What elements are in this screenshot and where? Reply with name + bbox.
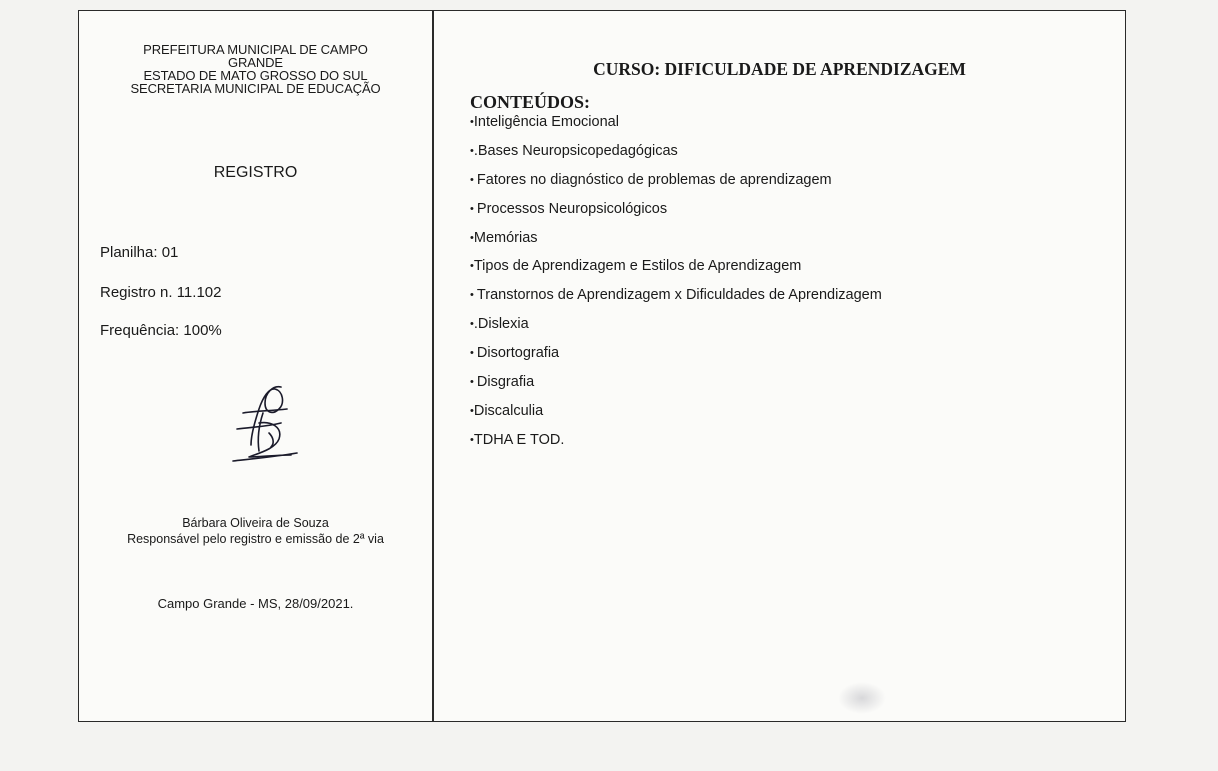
institution-header <box>93 43 418 95</box>
list-item <box>470 199 882 228</box>
header-line: ESTADO DE MATO GROSSO DO SUL <box>143 68 368 83</box>
signer-name: Bárbara Oliveira de Souza <box>182 516 329 530</box>
course-title: CURSO: DIFICULDADE DE APRENDIZAGEM <box>593 59 966 79</box>
header-line: GRANDE <box>227 55 284 70</box>
list-item-text: Fatores no diagnóstico de problemas de aprendizagem <box>476 171 832 188</box>
list-item-text: Processos Neuropsicológicos <box>476 200 668 217</box>
contents-list <box>470 112 882 459</box>
list-item <box>470 112 882 141</box>
list-item <box>470 314 882 343</box>
planilha-field: Planilha: 01 <box>100 244 179 261</box>
list-item-text: Discalculia <box>473 402 544 419</box>
list-item-text: .Dislexia <box>473 316 529 333</box>
list-item <box>470 285 882 314</box>
list-item-text: Transtornos de Aprendizagem x Dificuldades de Aprendizagem <box>476 287 882 304</box>
bullet-icon: • <box>470 202 477 215</box>
registro-number-field: Registro n. 11.102 <box>100 284 222 301</box>
list-item <box>470 372 882 401</box>
bullet-icon: • <box>470 433 474 446</box>
list-item <box>470 256 882 285</box>
contents-title: CONTEÚDOS: <box>470 92 591 112</box>
list-item <box>470 170 882 199</box>
header-line: SECRETARIA MUNICIPAL DE EDUCAÇÃO <box>130 81 381 96</box>
list-item-text: Disgrafia <box>476 374 535 391</box>
right-panel <box>434 11 1125 721</box>
ink-smudge <box>838 682 886 714</box>
list-item <box>470 141 882 170</box>
list-item-text: .Bases Neuropsicopedagógicas <box>473 142 678 159</box>
header-line: PREFEITURA MUNICIPAL DE CAMPO <box>143 42 368 57</box>
list-item <box>470 401 882 430</box>
list-item-text: TDHA E TOD. <box>473 431 565 448</box>
bullet-icon: • <box>470 347 477 360</box>
bullet-icon: • <box>470 116 474 128</box>
signer-block <box>79 515 432 547</box>
left-panel <box>79 11 432 721</box>
list-item <box>470 228 882 257</box>
list-item <box>470 430 882 459</box>
list-item-text: Inteligência Emocional <box>473 114 619 130</box>
frequencia-field: Frequência: 100% <box>100 322 222 339</box>
list-item-text: Memórias <box>473 229 538 246</box>
list-item <box>470 343 882 372</box>
registro-title: REGISTRO <box>213 164 298 181</box>
certificate-sheet <box>78 10 1126 722</box>
signer-role: Responsável pelo registro e emissão de 2ª via <box>127 532 384 546</box>
bullet-icon: • <box>470 144 474 157</box>
bullet-icon: • <box>470 289 477 302</box>
place-date: Campo Grande - MS, 28/09/2021. <box>157 596 354 611</box>
bullet-icon: • <box>470 231 474 244</box>
list-item-text: Disortografia <box>476 345 560 362</box>
bullet-icon: • <box>470 260 474 273</box>
bullet-icon: • <box>470 404 474 417</box>
bullet-icon: • <box>470 376 477 389</box>
bullet-icon: • <box>470 318 474 331</box>
bullet-icon: • <box>470 173 477 186</box>
list-item-text: Tipos de Aprendizagem e Estilos de Aprendizagem <box>473 258 802 275</box>
signature-icon <box>229 383 301 463</box>
